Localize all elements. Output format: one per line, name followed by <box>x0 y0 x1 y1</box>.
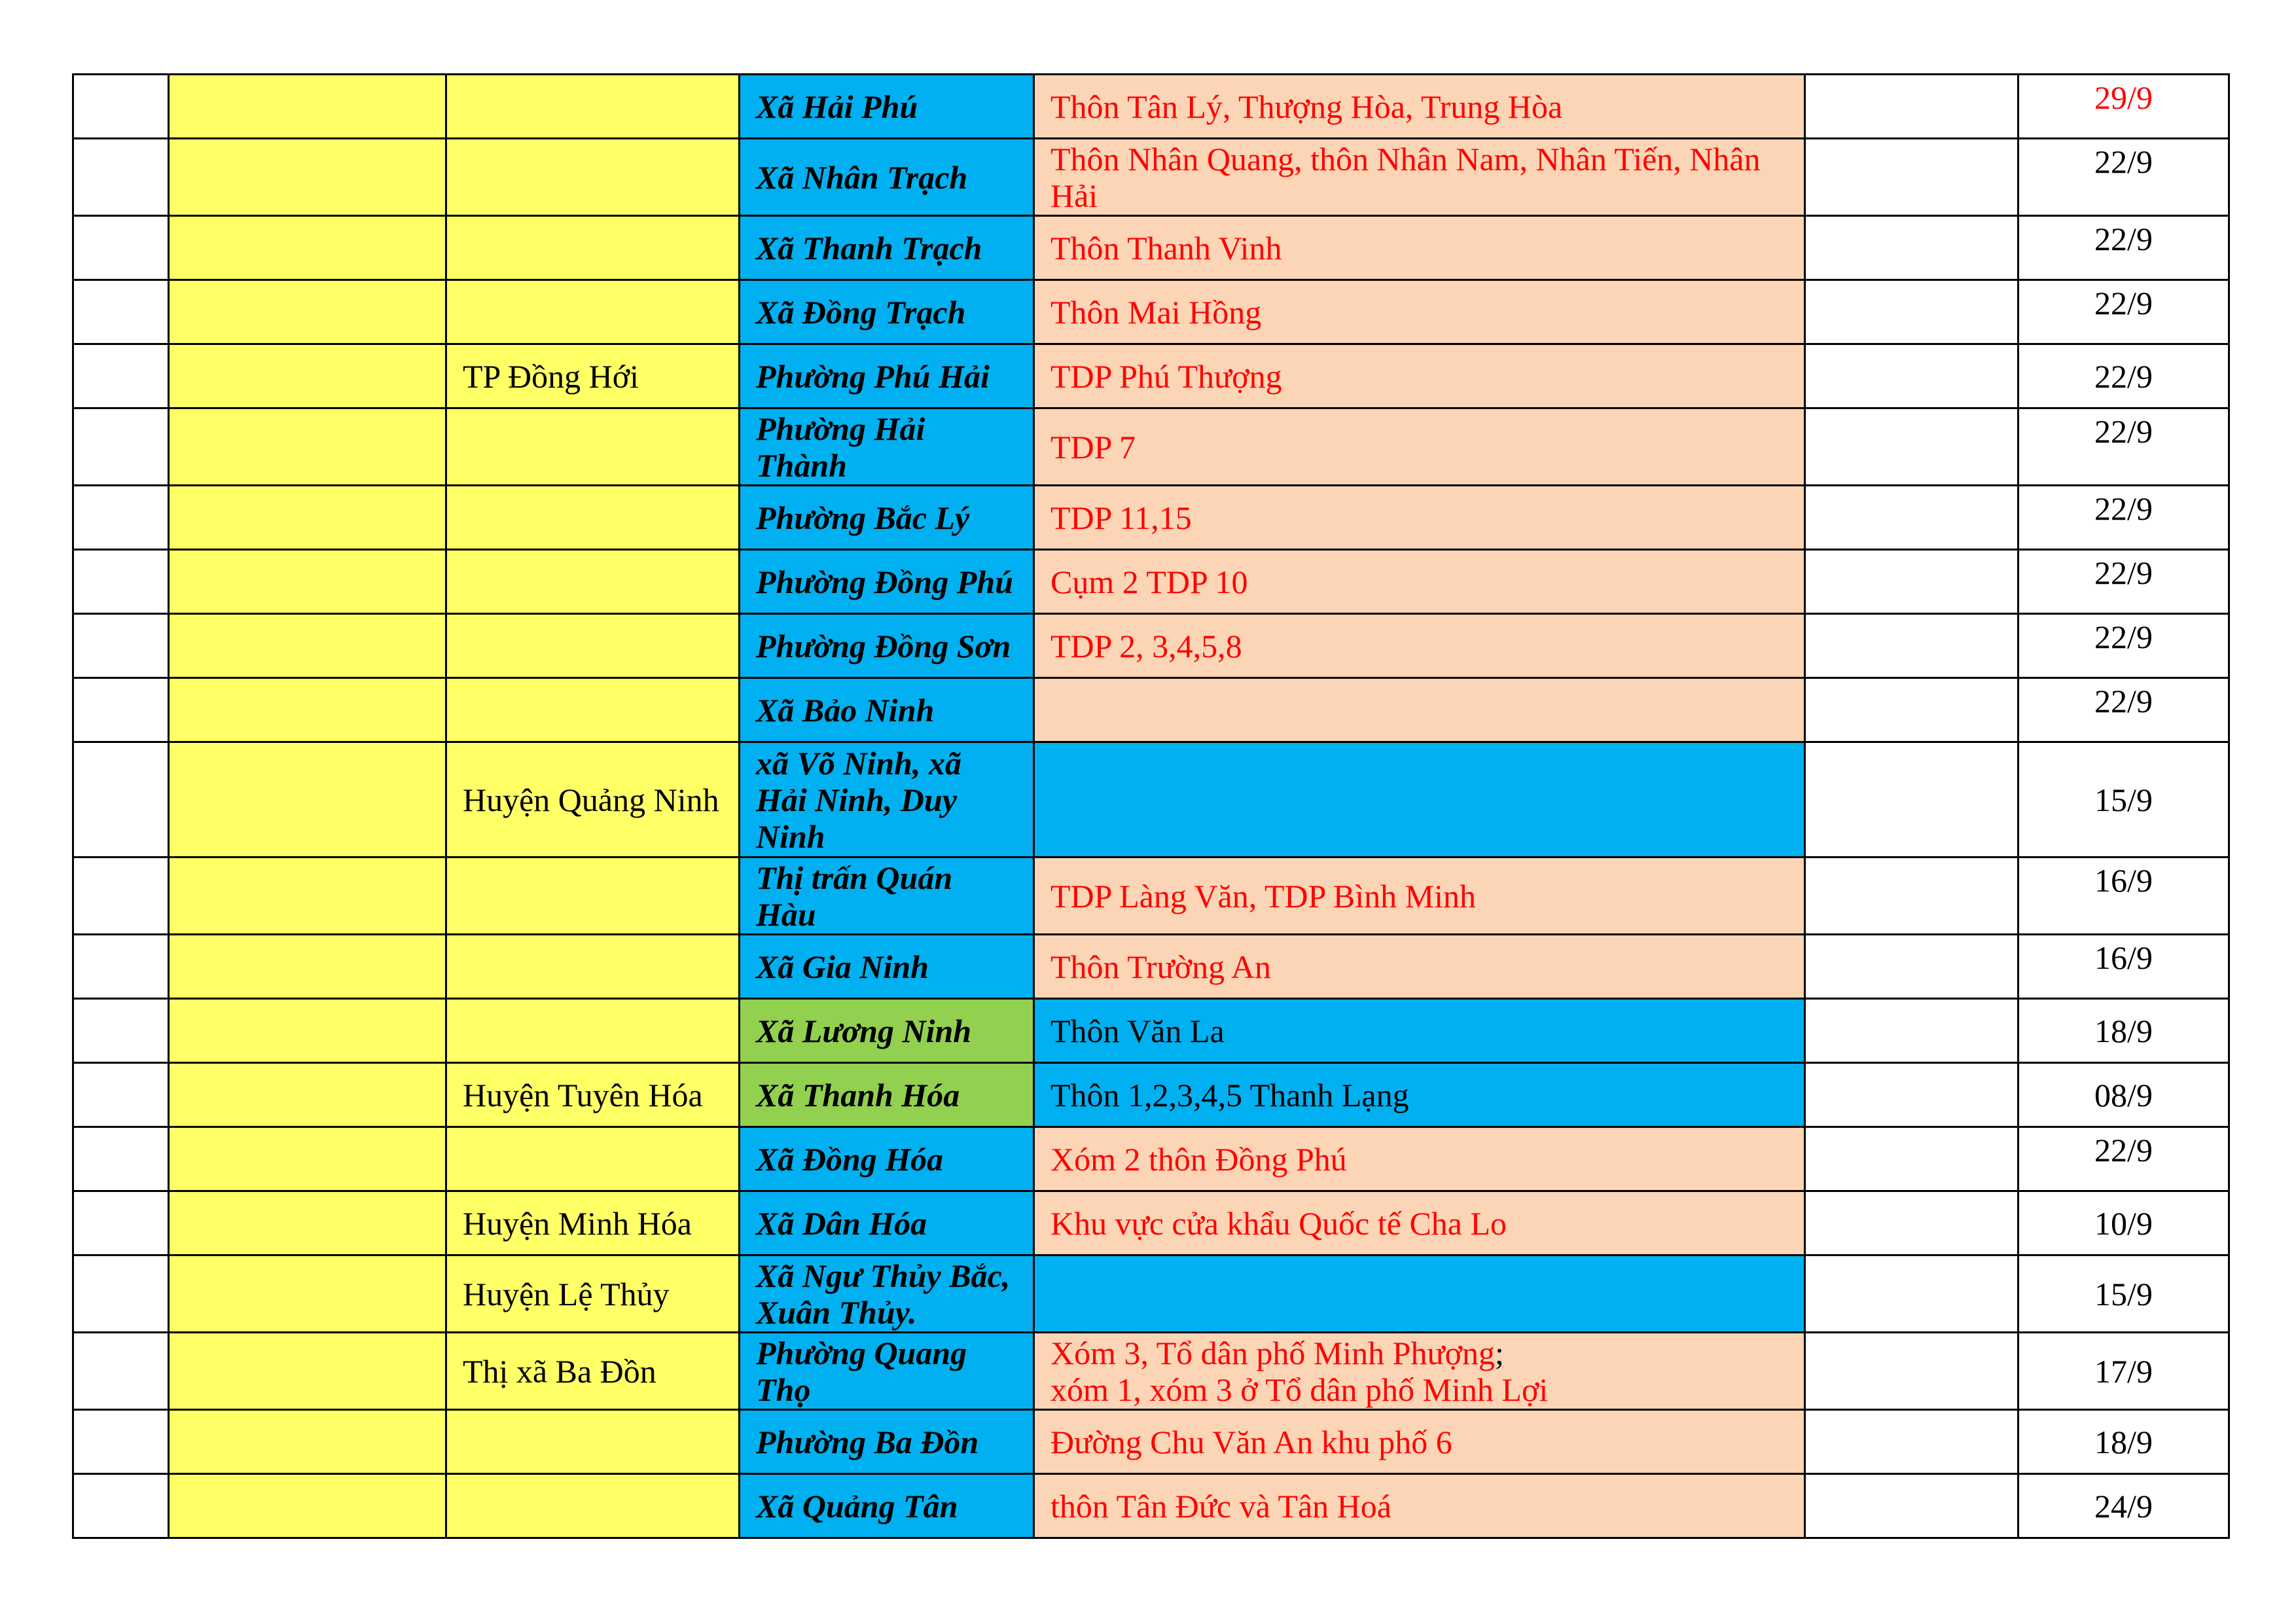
area-cell: Thôn Nhân Quang, thôn Nhân Nam, Nhân Tiến, Nhân Hải <box>1034 139 1805 216</box>
row-index-cell <box>73 1474 169 1538</box>
area-cell: Đường Chu Văn An khu phố 6 <box>1034 1410 1805 1474</box>
table-row <box>73 486 2229 550</box>
district-cell <box>446 857 740 935</box>
table-row <box>73 75 2229 139</box>
district-cell <box>446 550 740 614</box>
province-cell <box>169 1474 446 1538</box>
note-cell <box>1805 935 2018 999</box>
row-index-cell <box>73 678 169 742</box>
district-cell: Huyện Lệ Thủy <box>446 1255 740 1333</box>
note-cell <box>1805 75 2018 139</box>
table-row <box>73 1191 2229 1255</box>
row-index-cell <box>73 857 169 935</box>
province-cell <box>169 75 446 139</box>
district-cell: Huyện Tuyên Hóa <box>446 1063 740 1127</box>
province-cell <box>169 1063 446 1127</box>
area-cell: TDP Làng Văn, TDP Bình Minh <box>1034 857 1805 935</box>
note-cell <box>1805 1410 2018 1474</box>
date-cell: 22/9 <box>2018 139 2229 216</box>
table-row <box>73 678 2229 742</box>
commune-cell: Xã Hải Phú <box>740 75 1034 139</box>
district-cell <box>446 139 740 216</box>
commune-cell: Xã Lương Ninh <box>740 999 1034 1063</box>
district-cell: Thị xã Ba Đồn <box>446 1333 740 1410</box>
province-cell <box>169 999 446 1063</box>
note-cell <box>1805 614 2018 678</box>
table-row <box>73 1255 2229 1333</box>
row-index-cell <box>73 408 169 486</box>
row-index-cell <box>73 1127 169 1191</box>
note-cell <box>1805 1255 2018 1333</box>
date-cell: 22/9 <box>2018 216 2229 280</box>
note-cell <box>1805 1127 2018 1191</box>
province-cell <box>169 344 446 408</box>
note-cell <box>1805 1474 2018 1538</box>
row-index-cell <box>73 139 169 216</box>
province-cell <box>169 742 446 857</box>
district-cell <box>446 216 740 280</box>
commune-cell: Xã Thanh Trạch <box>740 216 1034 280</box>
area-cell: Thôn Mai Hồng <box>1034 280 1805 344</box>
table-row <box>73 857 2229 935</box>
table-row <box>73 1474 2229 1538</box>
note-cell <box>1805 344 2018 408</box>
date-cell: 22/9 <box>2018 614 2229 678</box>
table-row <box>73 999 2229 1063</box>
area-cell <box>1034 678 1805 742</box>
commune-cell: Phường Đồng Sơn <box>740 614 1034 678</box>
province-cell <box>169 1410 446 1474</box>
note-cell <box>1805 139 2018 216</box>
province-cell <box>169 1127 446 1191</box>
district-cell: TP Đồng Hới <box>446 344 740 408</box>
table-row <box>73 935 2229 999</box>
table-row <box>73 1127 2229 1191</box>
date-cell: 18/9 <box>2018 1410 2229 1474</box>
district-cell <box>446 1127 740 1191</box>
row-index-cell <box>73 550 169 614</box>
province-cell <box>169 486 446 550</box>
table-row <box>73 408 2229 486</box>
commune-cell: Xã Đồng Hóa <box>740 1127 1034 1191</box>
note-cell <box>1805 1191 2018 1255</box>
commune-cell: Xã Quảng Tân <box>740 1474 1034 1538</box>
date-cell: 22/9 <box>2018 1127 2229 1191</box>
row-index-cell <box>73 999 169 1063</box>
date-cell: 08/9 <box>2018 1063 2229 1127</box>
row-index-cell <box>73 486 169 550</box>
district-cell <box>446 408 740 486</box>
note-cell <box>1805 216 2018 280</box>
row-index-cell <box>73 1410 169 1474</box>
date-cell: 10/9 <box>2018 1191 2229 1255</box>
area-cell: Cụm 2 TDP 10 <box>1034 550 1805 614</box>
district-cell <box>446 614 740 678</box>
table-row <box>73 1410 2229 1474</box>
table-row <box>73 550 2229 614</box>
commune-cell: Xã Bảo Ninh <box>740 678 1034 742</box>
row-index-cell <box>73 1063 169 1127</box>
area-cell: Thôn Thanh Vinh <box>1034 216 1805 280</box>
area-cell <box>1034 1255 1805 1333</box>
commune-cell: Phường Bắc Lý <box>740 486 1034 550</box>
area-cell: Xóm 2 thôn Đồng Phú <box>1034 1127 1805 1191</box>
district-cell <box>446 1474 740 1538</box>
date-cell: 18/9 <box>2018 999 2229 1063</box>
note-cell <box>1805 678 2018 742</box>
area-cell: TDP 7 <box>1034 408 1805 486</box>
district-cell: Huyện Quảng Ninh <box>446 742 740 857</box>
note-cell <box>1805 1333 2018 1410</box>
commune-cell: Xã Dân Hóa <box>740 1191 1034 1255</box>
area-text-part: Xóm 3, Tổ dân phố Minh Phượng <box>1050 1334 1496 1371</box>
district-cell <box>446 280 740 344</box>
row-index-cell <box>73 1333 169 1410</box>
table-row <box>73 344 2229 408</box>
district-cell <box>446 678 740 742</box>
table-row <box>73 614 2229 678</box>
row-index-cell <box>73 1255 169 1333</box>
area-cell: thôn Tân Đức và Tân Hoá <box>1034 1474 1805 1538</box>
commune-cell: Phường Hải Thành <box>740 408 1034 486</box>
commune-cell: Xã Ngư Thủy Bắc, Xuân Thủy. <box>740 1255 1034 1333</box>
table-row <box>73 742 2229 857</box>
date-cell: 15/9 <box>2018 742 2229 857</box>
date-cell: 16/9 <box>2018 857 2229 935</box>
commune-cell: Xã Đồng Trạch <box>740 280 1034 344</box>
province-cell <box>169 1255 446 1333</box>
row-index-cell <box>73 935 169 999</box>
province-cell <box>169 408 446 486</box>
date-cell: 22/9 <box>2018 550 2229 614</box>
row-index-cell <box>73 344 169 408</box>
area-cell: TDP 2, 3,4,5,8 <box>1034 614 1805 678</box>
province-cell <box>169 216 446 280</box>
date-cell: 22/9 <box>2018 344 2229 408</box>
date-cell: 29/9 <box>2018 75 2229 139</box>
commune-cell: Phường Đồng Phú <box>740 550 1034 614</box>
province-cell <box>169 678 446 742</box>
date-cell: 22/9 <box>2018 280 2229 344</box>
district-cell: Huyện Minh Hóa <box>446 1191 740 1255</box>
note-cell <box>1805 999 2018 1063</box>
area-cell: Thôn Tân Lý, Thượng Hòa, Trung Hòa <box>1034 75 1805 139</box>
area-cell: TDP Phú Thượng <box>1034 344 1805 408</box>
province-cell <box>169 614 446 678</box>
date-cell: 22/9 <box>2018 486 2229 550</box>
area-cell: TDP 11,15 <box>1034 486 1805 550</box>
district-cell <box>446 935 740 999</box>
table-row <box>73 1333 2229 1410</box>
district-cell <box>446 75 740 139</box>
area-cell: Khu vực cửa khẩu Quốc tế Cha Lo <box>1034 1191 1805 1255</box>
note-cell <box>1805 486 2018 550</box>
commune-cell: xã Võ Ninh, xã Hải Ninh, Duy Ninh <box>740 742 1034 857</box>
row-index-cell <box>73 742 169 857</box>
commune-cell: Phường Phú Hải <box>740 344 1034 408</box>
table-row <box>73 139 2229 216</box>
note-cell <box>1805 857 2018 935</box>
area-cell: Thôn Trường An <box>1034 935 1805 999</box>
area-separator: ; <box>1495 1334 1504 1371</box>
area-text-part: xóm 1, xóm 3 ở Tổ dân phố Minh Lợi <box>1050 1371 1549 1408</box>
district-cell <box>446 999 740 1063</box>
district-cell <box>446 486 740 550</box>
province-cell <box>169 935 446 999</box>
table-row <box>73 216 2229 280</box>
outbreak-area-table <box>72 73 2230 1539</box>
row-index-cell <box>73 75 169 139</box>
date-cell: 22/9 <box>2018 678 2229 742</box>
date-cell: 16/9 <box>2018 935 2229 999</box>
province-cell <box>169 139 446 216</box>
table-body <box>73 75 2229 1538</box>
row-index-cell <box>73 1191 169 1255</box>
note-cell <box>1805 1063 2018 1127</box>
province-cell <box>169 280 446 344</box>
note-cell <box>1805 550 2018 614</box>
province-cell <box>169 1333 446 1410</box>
date-cell: 24/9 <box>2018 1474 2229 1538</box>
note-cell <box>1805 408 2018 486</box>
row-index-cell <box>73 280 169 344</box>
commune-cell: Xã Nhân Trạch <box>740 139 1034 216</box>
area-cell: Thôn 1,2,3,4,5 Thanh Lạng <box>1034 1063 1805 1127</box>
table-row <box>73 280 2229 344</box>
commune-cell: Xã Thanh Hóa <box>740 1063 1034 1127</box>
province-cell <box>169 1191 446 1255</box>
area-cell <box>1034 1333 1805 1410</box>
district-cell <box>446 1410 740 1474</box>
date-cell: 22/9 <box>2018 408 2229 486</box>
date-cell: 15/9 <box>2018 1255 2229 1333</box>
date-cell: 17/9 <box>2018 1333 2229 1410</box>
commune-cell: Phường Quang Thọ <box>740 1333 1034 1410</box>
province-cell <box>169 857 446 935</box>
commune-cell: Xã Gia Ninh <box>740 935 1034 999</box>
province-cell <box>169 550 446 614</box>
note-cell <box>1805 280 2018 344</box>
table-row <box>73 1063 2229 1127</box>
note-cell <box>1805 742 2018 857</box>
area-cell: Thôn Văn La <box>1034 999 1805 1063</box>
commune-cell: Phường Ba Đồn <box>740 1410 1034 1474</box>
row-index-cell <box>73 614 169 678</box>
area-cell <box>1034 742 1805 857</box>
row-index-cell <box>73 216 169 280</box>
commune-cell: Thị trấn Quán Hàu <box>740 857 1034 935</box>
